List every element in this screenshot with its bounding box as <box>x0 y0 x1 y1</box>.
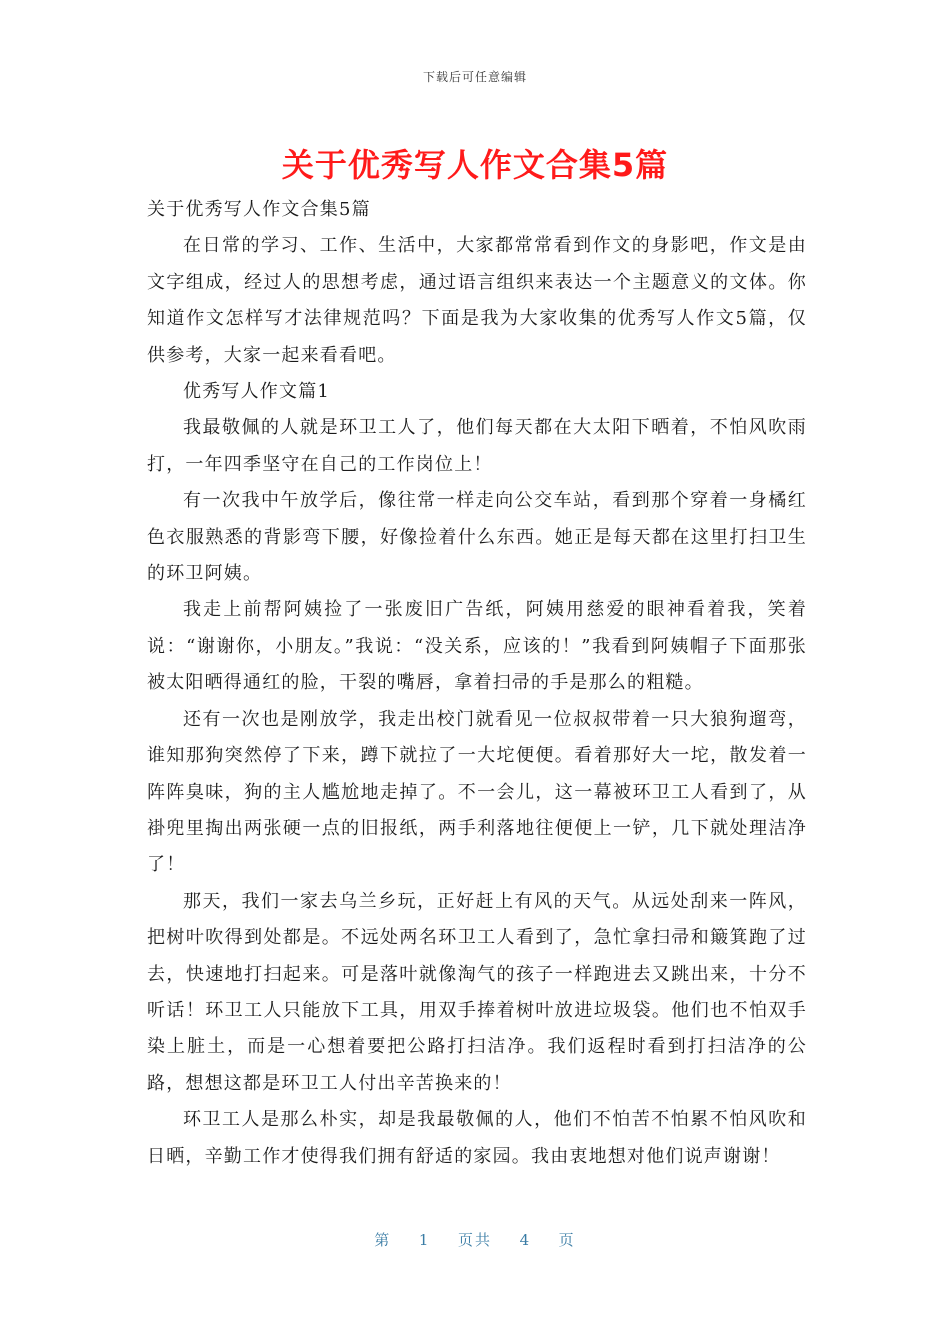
paragraph: 有一次我中午放学后，像往常一样走向公交车站，看到那个穿着一身橘红色衣服熟悉的背影弯下腰，好像捡着什么东西。她正是每天都在这里打扫卫生的环卫阿姨。 <box>147 490 807 585</box>
footer-page-number: 1 <box>418 1231 431 1249</box>
paragraph: 我走上前帮阿姨捡了一张废旧广告纸，阿姨用慈爱的眼神看着我，笑着说：“谢谢你，小朋友。”我说：“没关系，应该的！”我看到阿姨帽子下面那张被太阳晒得通红的脸，干裂的嘴唇，拿着扫帚的手是那么的粗糙。 <box>147 599 807 694</box>
document-body <box>147 192 807 1175</box>
paragraph: 我最敬佩的人就是环卫工人了，他们每天都在大太阳下晒着，不怕风吹雨打，一年四季坚守在自己的工作岗位上！ <box>147 417 807 475</box>
footer-suffix: 页 <box>558 1231 576 1249</box>
section-heading: 优秀写人作文篇1 <box>183 381 331 403</box>
paragraph: 环卫工人是那么朴实，却是我最敬佩的人，他们不怕苦不怕累不怕风吹和日晒，辛勤工作才使得我们拥有舒适的家园。我由衷地想对他们说声谢谢！ <box>147 1109 807 1167</box>
page-footer <box>0 1229 950 1250</box>
footer-prefix: 第 <box>374 1231 392 1249</box>
footer-total-pages: 4 <box>519 1231 532 1249</box>
header-note: 下载后可任意编辑 <box>422 70 527 84</box>
paragraph: 那天，我们一家去乌兰乡玩，正好赶上有风的天气。从远处刮来一阵风，把树叶吹得到处都是。不远处两名环卫工人看到了，急忙拿扫帚和簸箕跑了过去，快速地打扫起来。可是落叶就像淘气的孩子一样跑进去又跳出来，十分不听话！环卫工人只能放下工具，用双手捧着树叶放进垃圾袋。他们也不怕双手染上脏土，而是一心想着要把公路打扫洁净。我们返程时看到打扫洁净的公路，想想这都是环卫工人付出辛苦换来的！ <box>147 890 807 1094</box>
document-subtitle: 关于优秀写人作文合集5篇 <box>147 199 371 220</box>
paragraph: 还有一次也是刚放学，我走出校门就看见一位叔叔带着一只大狼狗遛弯，谁知那狗突然停了下来，蹲下就拉了一大坨便便。看着那好大一坨，散发着一阵阵臭味，狗的主人尴尬地走掉了。不一会儿，这一幕被环卫工人看到了，从褂兜里掏出两张硬一点的旧报纸，两手利落地往便便上一铲，几下就处理洁净了！ <box>147 708 807 876</box>
document-title: 关于优秀写人作文合集5篇 <box>281 146 669 184</box>
footer-middle: 页共 <box>457 1231 492 1249</box>
paragraph-intro: 在日常的学习、工作、生活中，大家都常常看到作文的身影吧，作文是由文字组成，经过人的思想考虑，通过语言组织来表达一个主题意义的文体。你知道作文怎样写才法律规范吗？下面是我为大家收集的优秀写人作文5篇，仅供参考，大家一起来看看吧。 <box>147 235 807 366</box>
